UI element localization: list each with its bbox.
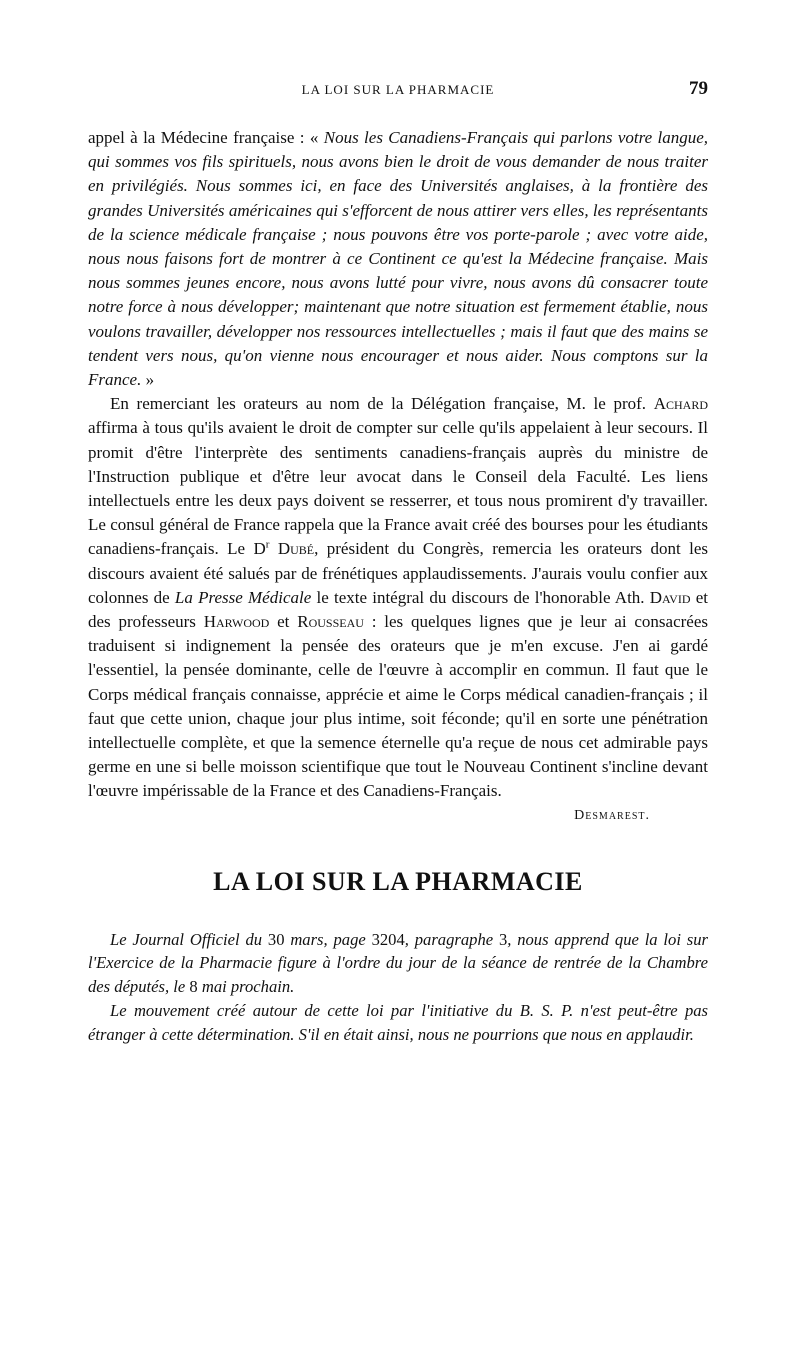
text-run: mars, page: [284, 929, 372, 949]
text-run: , président du Congrès, remercia les orateurs dont les discours avaient été salués par de frénétiques applaudissements. J'aurais voulu confier aux colonnes de: [88, 539, 709, 607]
quote-paragraph: [88, 126, 708, 392]
text-run: , paragraphe: [404, 929, 499, 949]
person-name: Rousseau: [297, 612, 364, 632]
running-header: [88, 78, 708, 106]
person-name: Dubé: [277, 539, 315, 559]
text-run: le texte intégral du discours de l'honorable Ath.: [311, 587, 650, 607]
person-name: Harwood: [203, 612, 270, 632]
number: 3204: [371, 929, 405, 949]
text-run: Le Journal Officiel du: [110, 929, 268, 949]
quote-close: »: [141, 370, 155, 390]
section-paragraph: Le mouvement créé autour de cette loi par l'initiative du B. S. P. n'est peut-être pas étranger à cette détermination. S'il en était ainsi, nous ne pourrions que nous en applaudir.: [88, 1001, 708, 1044]
text-run: : les quelques lignes que je leur ai consacrées traduisent si indignement la pensée des orateurs que je m'en excuse. J'en ai gardé l'essentiel, la pensée dominante, celle de l'œuvre à accomplir en commun. Il faut que le Corps médical français connaisse, apprécie et aime le Corps médical canadien-français ; il faut que cette union, chaque jour plus intime, soit féconde; qu'il en sorte une pénétration intellectuelle complète, et que la semence éternelle qu'a reçue de nous cet admirable pays germe en une si belle moisson scientifique que tout le Nouveau Continent s'incline devant l'œuvre impérissable de la France et des Canadiens-Français.: [88, 612, 708, 801]
person-name: David: [649, 587, 691, 607]
text-run: [269, 539, 277, 558]
text-run: mai prochain.: [197, 977, 295, 997]
text-run: , nous apprend que la loi sur l'Exercice de la Pharmacie figure à l'ordre du jour de la séance de rentrée de la Chambre des députés, le: [88, 929, 708, 997]
number: 3: [498, 929, 508, 949]
page-number: 79: [689, 78, 708, 99]
journal-title: La Presse Médicale: [174, 587, 312, 607]
section-title: LA LOI SUR LA PHARMACIE: [213, 866, 583, 896]
running-title: LA LOI SUR LA PHARMACIE: [301, 82, 495, 97]
section-paragraph: [88, 928, 708, 999]
number: 30: [267, 929, 285, 949]
quoted-speech: Nous les Canadiens-Français qui parlons votre langue, qui sommes vos fils spirituels, nous avons bien le droit de vous demander de nous traiter en privilégiés. Nous sommes ici, en face des Universités anglaises, à la frontière des grandes Universités américaines qui s'efforcent de nous attirer vers elles, les représentants de la science médicale française ; nous pouvons être vos porte-parole ; avec votre aide, nous nous faisons fort de montrer à ce Continent ce qu'est la Médecine française. Mais nous sommes jeunes encore, nous avons lutté pour vivre, nous avons dû consacrer toute notre force à nous développer; maintenant que notre situation est fermement établie, nous voulons travailler, développer nos ressources intellectuelles ; mais il faut que des mains se tendent vers nous, qu'on vienne nous encourager et nous aider. Nous comptons sur la France.: [88, 128, 708, 390]
body-paragraph: [88, 392, 708, 803]
text-run: et des professeurs: [88, 587, 708, 632]
text-run: et: [269, 612, 298, 632]
person-name: Achard: [653, 394, 708, 414]
superscript: r: [265, 538, 270, 551]
text-run: affirma à tous qu'ils avaient le droit de compter sur celle qu'ils appelaient à leur secours. Il promit d'être l'interprète des sentiments canadiens-français auprès du ministre de l'Instruction publique et d'être leur avocat dans le Conseil dela Faculté. Les liens intellectuels entre les deux pays doivent se resserrer, et tous nous promirent d'y travailler. Le consul général de France rappela que la France avait créé des bourses pour les étudiants canadiens-français. Le D: [88, 418, 708, 559]
section-body: [88, 928, 708, 1047]
number: 8: [189, 977, 198, 997]
text-run: En remerciant les orateurs au nom de la Délégation française, M. le prof.: [110, 394, 654, 414]
quote-lead: appel à la Médecine française : «: [88, 128, 324, 147]
text-column: [88, 126, 708, 1047]
author-signature: Desmarest.: [574, 807, 650, 823]
